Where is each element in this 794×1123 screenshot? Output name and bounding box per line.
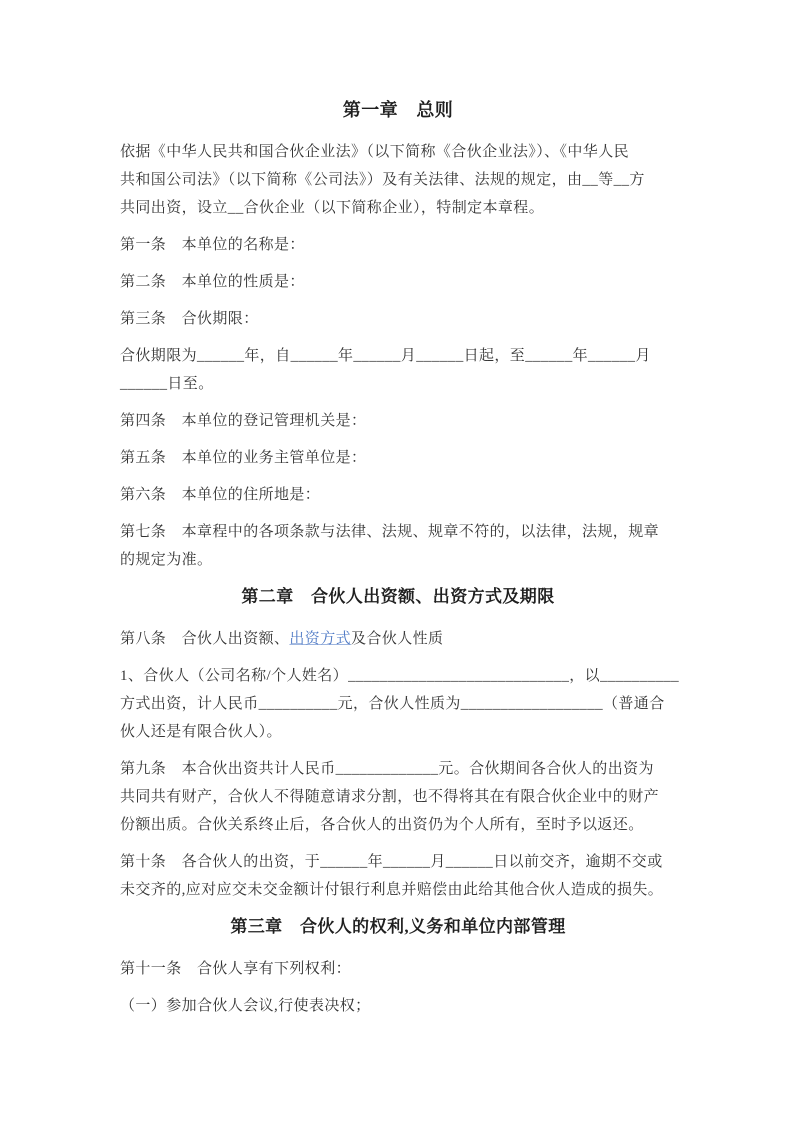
text-line: 第十条 各合伙人的出资，于______年______月______日以前交齐，逾期不交或	[120, 854, 663, 870]
article-4	[120, 407, 676, 435]
text-line: 第四条 本单位的登记管理机关是：	[120, 413, 367, 429]
text-line: 份额出质。合伙关系终止后，各合伙人的出资仍为个人所有，至时予以返还。	[120, 817, 644, 833]
text-line: 共同出资，设立__合伙企业（以下简称企业），特制定本章程。	[120, 200, 545, 216]
text-line: 共同共有财产，合伙人不得随意请求分割，也不得将其在有限合伙企业中的财产	[120, 789, 660, 805]
article-11-item-1	[120, 992, 676, 1020]
article-7	[120, 518, 676, 574]
text-line: 第十一条 合伙人享有下列权利：	[120, 961, 352, 977]
text-line: 的规定为准。	[120, 552, 213, 568]
text-line: 第七条 本章程中的各项条款与法律、法规、规章不符的，以法律，法规，规章	[120, 524, 660, 540]
text-line: （一）参加合伙人会议,行使表决权；	[120, 998, 371, 1014]
text-line: 第五条 本单位的业务主管单位是：	[120, 450, 367, 466]
intro-paragraph	[120, 138, 676, 222]
text-line: 伙人还是有限合伙人）。	[120, 724, 282, 740]
hyperlink-contribution-method[interactable]: 出资方式	[289, 631, 352, 647]
partner-item-1-paragraph	[120, 662, 680, 746]
article-2	[120, 268, 676, 296]
chapter-2-heading: 第二章 合伙人出资额、出资方式及期限	[241, 587, 555, 606]
article-1	[120, 231, 676, 259]
article-6	[120, 481, 676, 509]
text-line: 未交齐的,应对应交未交金额计付银行利息并赔偿由此给其他合伙人造成的损失。	[120, 882, 664, 898]
article-5	[120, 444, 676, 472]
text-line: 1、合伙人（公司名称/个人姓名）____________________________，以__________	[120, 668, 680, 684]
article-3	[120, 305, 676, 333]
text-line: 共和国公司法》（以下简称《公司法》）及有关法律、法规的规定，由__等__方	[120, 172, 645, 188]
text-line: 方式出资，计人民币__________元，合伙人性质为__________________（普通合	[120, 696, 665, 712]
text-line: 第六条 本单位的住所地是：	[120, 487, 321, 503]
text-line: 依据《中华人民共和国合伙企业法》（以下简称《合伙企业法》）、《中华人民	[120, 144, 630, 160]
text-line: ______日至。	[120, 376, 214, 392]
partnership-term-paragraph	[120, 342, 676, 398]
chapter-3-heading: 第三章 合伙人的权利,义务和单位内部管理	[230, 917, 566, 936]
text-line	[120, 625, 676, 653]
text-line: 第二条 本单位的性质是：	[120, 274, 305, 290]
article-9	[120, 755, 676, 839]
article-10	[120, 848, 676, 904]
text-line: 合伙期限为______年，自______年______月______日起，至______年______月	[120, 348, 651, 364]
chapter-1-heading: 第一章 总则	[342, 100, 454, 120]
article-8-text-after: 及合伙人性质	[351, 631, 444, 647]
text-line: 第九条 本合伙出资共计人民币_____________元。合伙期间各合伙人的出资为	[120, 761, 654, 777]
text-line: 第一条 本单位的名称是：	[120, 237, 305, 253]
article-8-text-before: 第八条 合伙人出资额、	[120, 631, 290, 647]
article-8	[120, 625, 676, 653]
article-11	[120, 955, 676, 983]
text-line: 第三条 合伙期限：	[120, 311, 259, 327]
